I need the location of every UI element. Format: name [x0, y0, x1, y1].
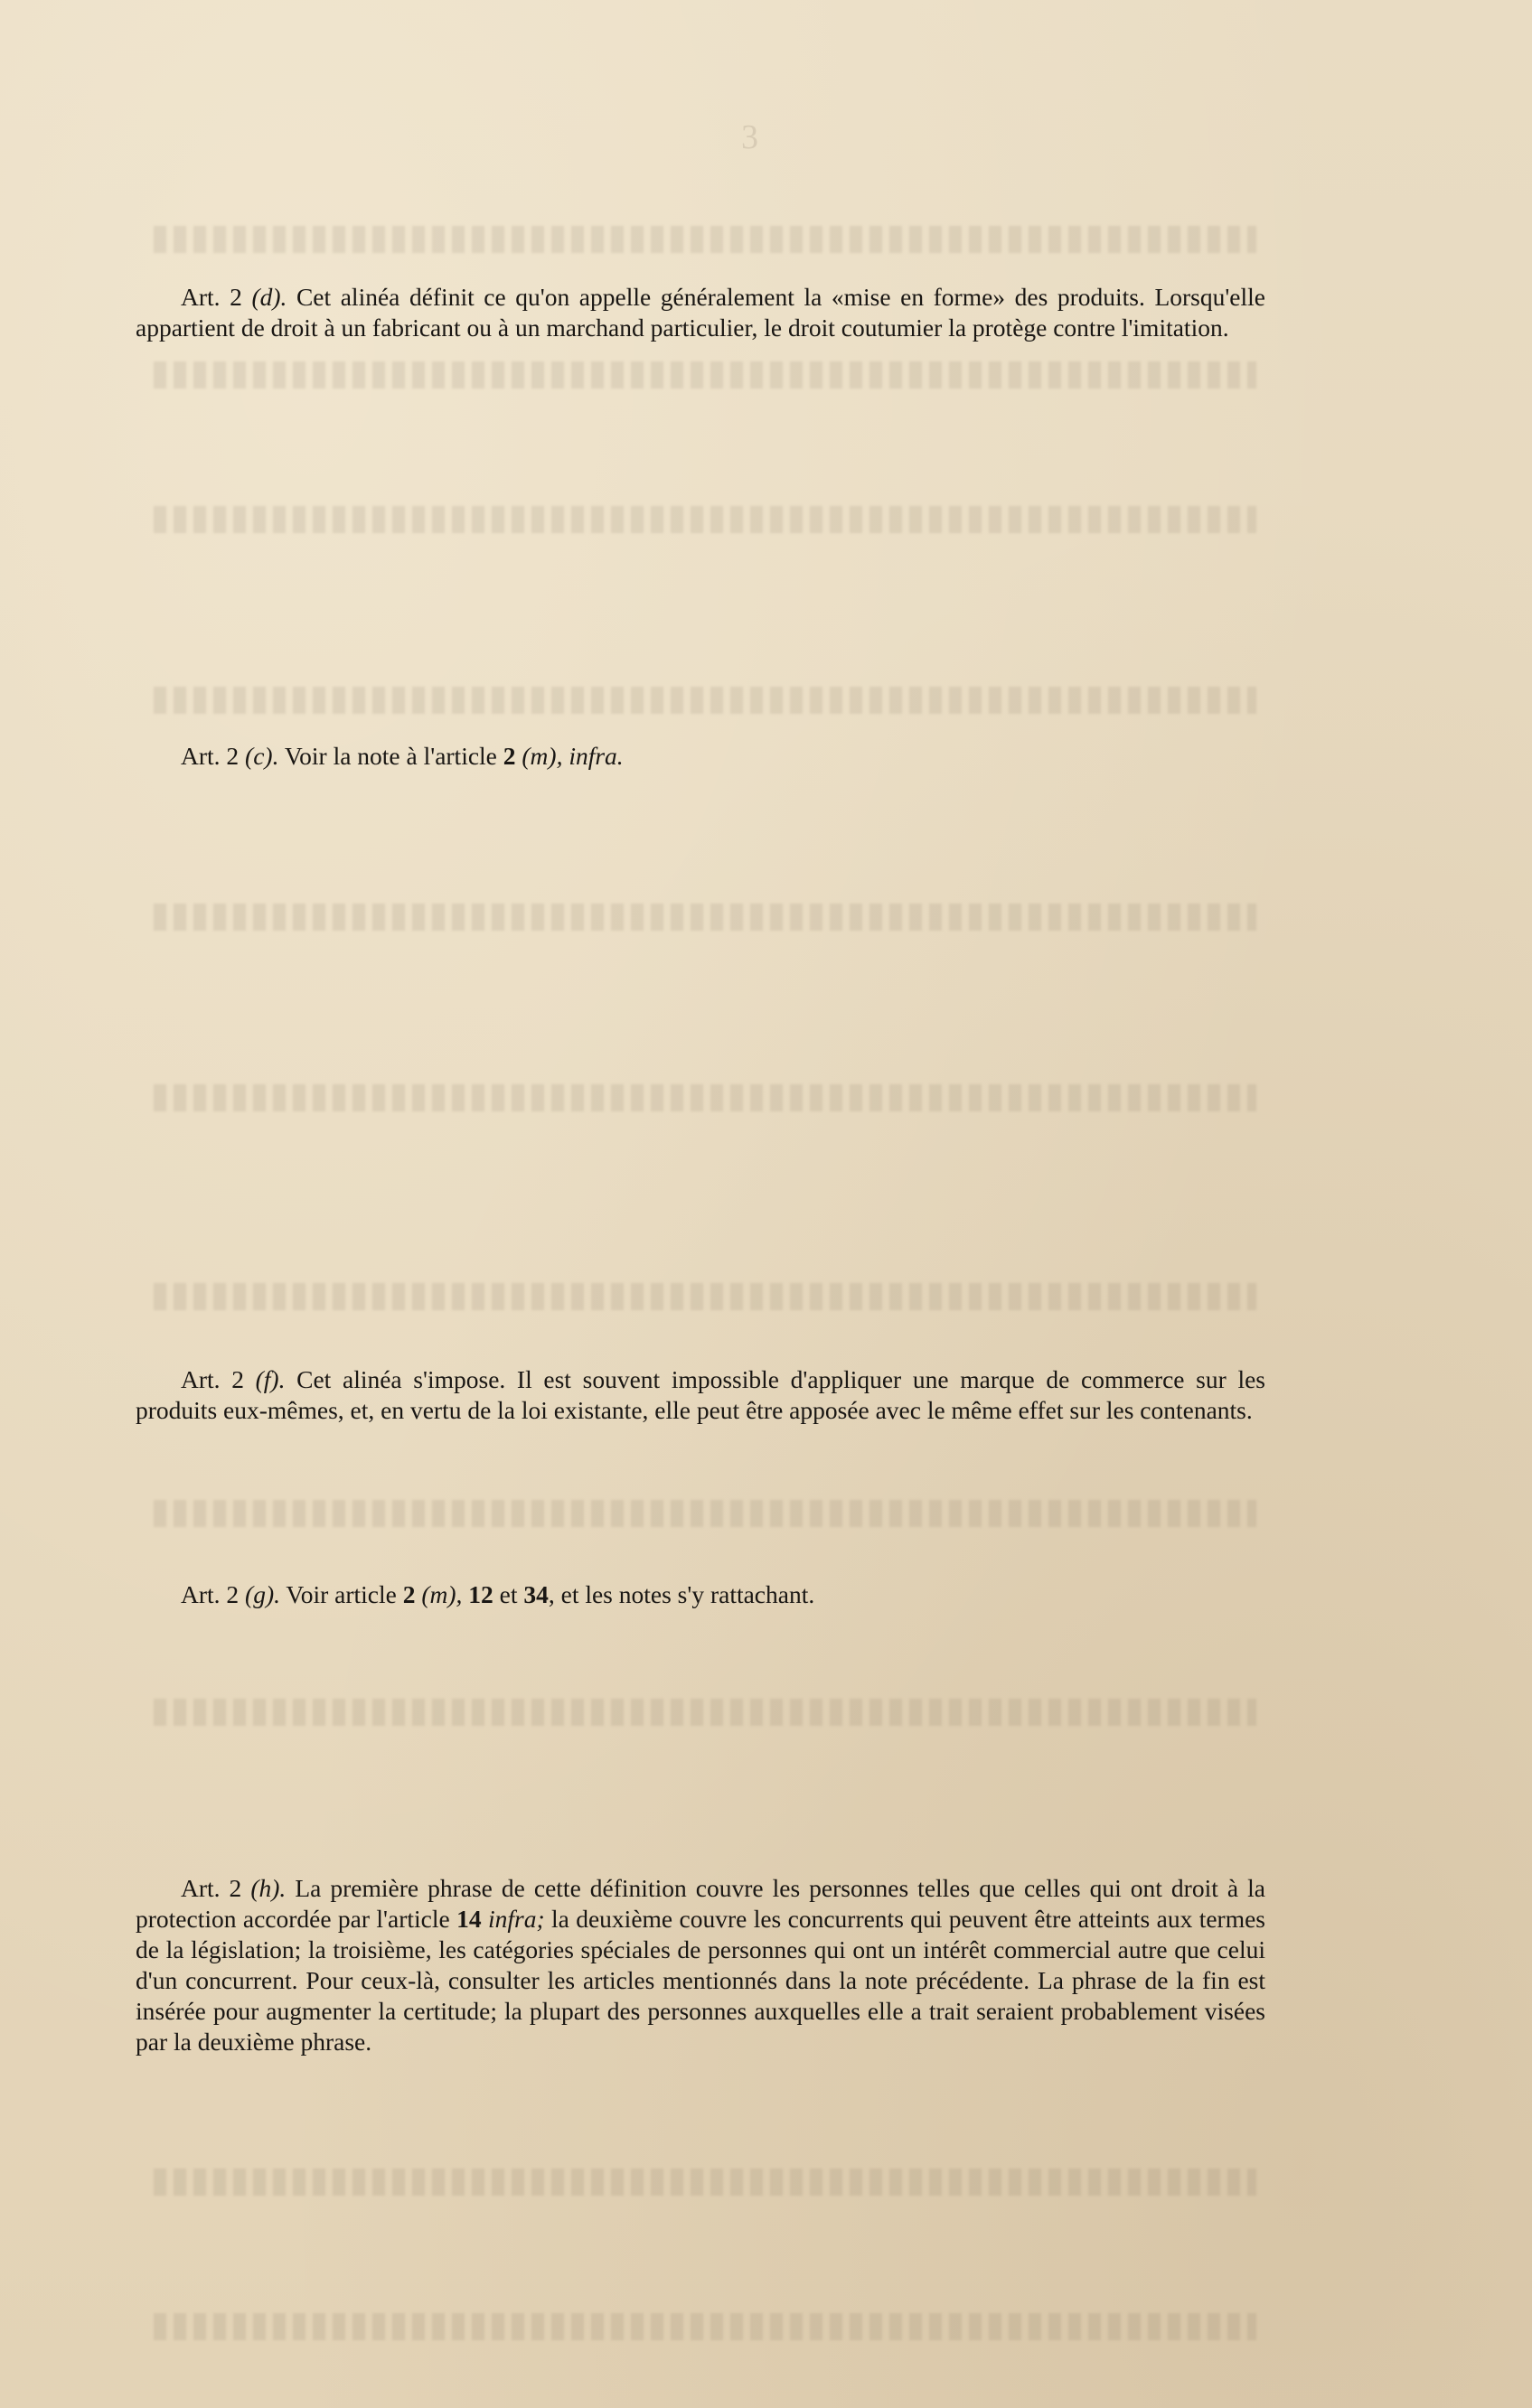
- note-text: Cet alinéa s'impose. Il est souvent impossible d'appliquer une marque de commerce sur les produits eux-mêmes, et, en vertu de la loi existante, elle peut être apposée avec le même effet sur les contenants.: [136, 1365, 1265, 1424]
- note-paragraph: [136, 1873, 1265, 2057]
- note-label: Art. 2: [181, 1580, 240, 1608]
- note-label: Art. 2: [181, 1365, 244, 1393]
- bleed-through-page-number: 3: [741, 118, 758, 156]
- note-subsection: (h).: [250, 1874, 287, 1902]
- note-paragraph: [136, 1579, 1265, 1610]
- note-subsection: (f).: [255, 1365, 286, 1393]
- note-art-2-h: [136, 1873, 1265, 2057]
- article-subsection: (m),: [421, 1580, 463, 1608]
- bleed-through-line: [154, 904, 1256, 931]
- note-subsection: (d).: [251, 283, 287, 311]
- article-number: 2: [402, 1580, 416, 1608]
- note-paragraph: [136, 282, 1265, 343]
- bleed-through-line: [154, 361, 1256, 389]
- note-text: la deuxième couvre les concurrents qui peuvent être atteints aux termes de la législation; la troisième, les catégories spéciales de personnes qui ont un intérêt commercial autre que celui d'un concurrent. Pour ceux-là, consulter les articles mentionnés dans la note précédente. La phrase de la fin est insérée pour augmenter la certitude; la plupart des personnes auxquelles elle a trait seraient probablement visées par la deuxième phrase.: [136, 1905, 1265, 2056]
- bleed-through-line: [154, 1084, 1256, 1111]
- bleed-through-line: [154, 1500, 1256, 1527]
- note-paragraph: [136, 1364, 1265, 1426]
- bleed-through-line: [154, 1283, 1256, 1310]
- article-number: 14: [456, 1905, 482, 1933]
- bleed-through-line: [154, 226, 1256, 253]
- bleed-through-line: [154, 1699, 1256, 1726]
- note-subsection: (g).: [245, 1580, 280, 1608]
- note-text: La première phrase de cette définition couvre les personnes telles que celles qui ont droit à la protection accordée par l'article: [136, 1874, 1265, 1933]
- article-number: 34: [523, 1580, 549, 1608]
- note-text: , et les notes s'y rattachant.: [548, 1580, 815, 1608]
- note-label: Art. 2: [181, 1874, 242, 1902]
- note-art-2-g: [136, 1579, 1265, 1610]
- bleed-through-line: [154, 506, 1256, 533]
- note-text: Voir article: [280, 1580, 403, 1608]
- article-subsection: (m), infra.: [522, 742, 624, 770]
- note-label: Art. 2: [181, 283, 242, 311]
- note-text: Voir la note à l'article: [278, 742, 503, 770]
- note-text: et: [493, 1580, 524, 1608]
- article-number: 12: [468, 1580, 493, 1608]
- article-subsection: infra;: [487, 1905, 545, 1933]
- note-text: Cet alinéa définit ce qu'on appelle généralement la «mise en forme» des produits. Lorsqu'elle appartient de droit à un fabricant ou à un marchand particulier, le droit coutumier la protège contre l'imitation.: [136, 283, 1265, 342]
- note-paragraph: [136, 741, 1265, 772]
- note-art-2-f: [136, 1364, 1265, 1426]
- note-subsection: (c).: [245, 742, 279, 770]
- bleed-through-line: [154, 2169, 1256, 2196]
- bleed-through-line: [154, 687, 1256, 714]
- note-art-2-d: [136, 282, 1265, 343]
- article-number: 2: [503, 742, 516, 770]
- bleed-through-line: [154, 2313, 1256, 2340]
- note-art-2-c: [136, 741, 1265, 772]
- note-label: Art. 2: [181, 742, 240, 770]
